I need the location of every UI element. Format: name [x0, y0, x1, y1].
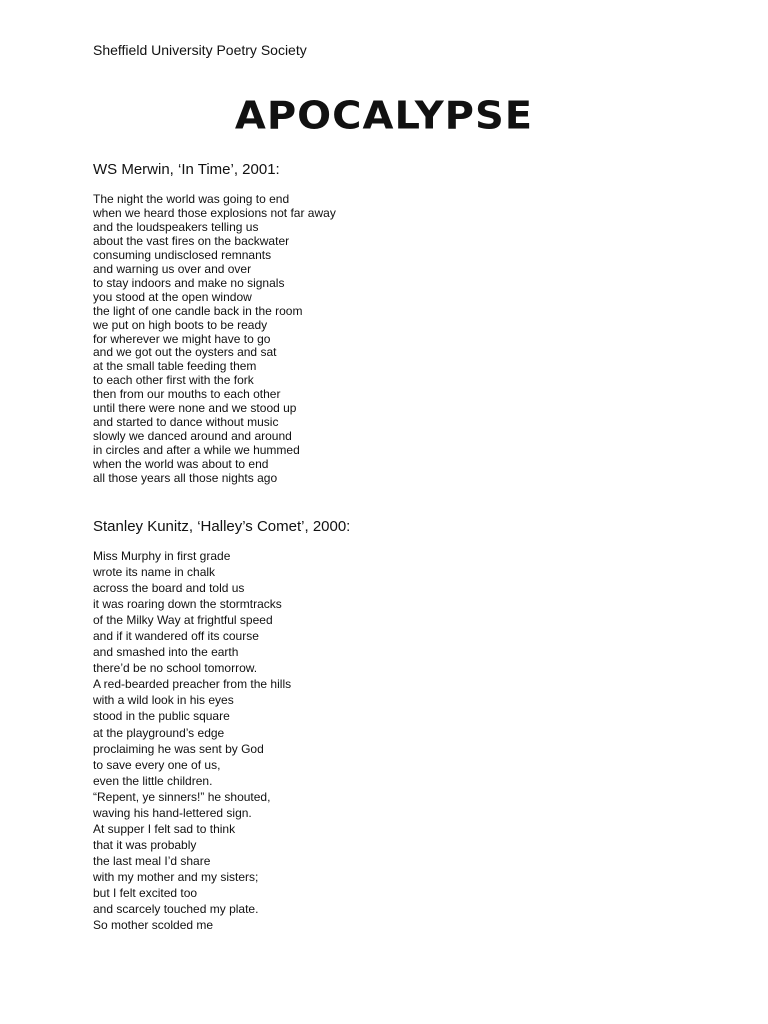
poem-line: there’d be no school tomorrow. — [93, 661, 258, 676]
poem-line: proclaiming he was sent by God — [93, 741, 264, 756]
poem-line: of the Milky Way at frightful speed — [93, 613, 273, 628]
poem-line: and smashed into the earth — [93, 645, 239, 660]
poem-line: in circles and after a while we hummed — [93, 443, 300, 458]
poem-line: A red-bearded preacher from the hills — [93, 677, 292, 692]
poem-line: and scarcely touched my plate. — [93, 902, 259, 917]
poem-line: “Repent, ye sinners!” he shouted, — [93, 789, 271, 804]
poem-line: all those years all those nights ago — [93, 471, 278, 486]
poem-line: and warning us over and over — [93, 261, 252, 276]
poem-line: So mother scolded me — [93, 918, 214, 933]
poem-heading-merwin: WS Merwin, ‘In Time’, 2001: — [93, 161, 280, 178]
poem-line: with my mother and my sisters; — [93, 869, 259, 884]
poem-line: stood in the public square — [93, 709, 230, 724]
poem-line: and the loudspeakers telling us — [93, 219, 259, 234]
poem-line: and if it wandered off its course — [93, 629, 259, 644]
poem-line: then from our mouths to each other — [93, 387, 281, 402]
poem-line: the last meal I’d share — [93, 853, 211, 868]
poem-line: but I felt excited too — [93, 885, 198, 900]
poem-line: that it was probably — [93, 837, 197, 852]
poem-line: to each other first with the fork — [93, 373, 254, 388]
poem-line: and we got out the oysters and sat — [93, 345, 277, 360]
poem-line: At supper I felt sad to think — [93, 821, 236, 836]
poem-line: it was roaring down the stormtracks — [93, 597, 282, 612]
poem-line: at the playground’s edge — [93, 725, 225, 740]
poem-line: to save every one of us, — [93, 757, 221, 772]
poem-line: across the board and told us — [93, 581, 245, 596]
poem-line: we put on high boots to be ready — [93, 317, 268, 332]
poem-line: and started to dance without music — [93, 415, 279, 430]
poem-line: with a wild look in his eyes — [93, 693, 234, 708]
poem-line: consuming undisclosed remnants — [93, 247, 272, 262]
poem-line: the light of one candle back in the room — [93, 303, 303, 318]
poem-line: even the little children. — [93, 773, 213, 788]
poem-line: for wherever we might have to go — [93, 331, 271, 346]
poem-line: at the small table feeding them — [93, 359, 257, 374]
poem-line: The night the world was going to end — [93, 192, 290, 206]
poem-line: when we heard those explosions not far away — [93, 205, 336, 220]
poem-line: about the vast fires on the backwater — [93, 233, 290, 248]
poem-line: until there were none and we stood up — [93, 401, 297, 416]
poem-line: when the world was about to end — [93, 457, 269, 472]
poem-text-kunitz — [93, 548, 291, 933]
poem-text-merwin — [93, 193, 336, 486]
poem-line: Miss Murphy in first grade — [93, 549, 231, 563]
society-header: Sheffield University Poetry Society — [93, 42, 307, 58]
poem-heading-kunitz: Stanley Kunitz, ‘Halley’s Comet’, 2000: — [93, 518, 351, 535]
poem-line: waving his hand-lettered sign. — [93, 805, 252, 820]
poem-line: you stood at the open window — [93, 289, 252, 304]
page-title: APOCALYPSE — [234, 94, 534, 138]
poem-line: wrote its name in chalk — [93, 565, 216, 580]
poem-line: slowly we danced around and around — [93, 429, 292, 444]
poem-line: to stay indoors and make no signals — [93, 275, 285, 290]
